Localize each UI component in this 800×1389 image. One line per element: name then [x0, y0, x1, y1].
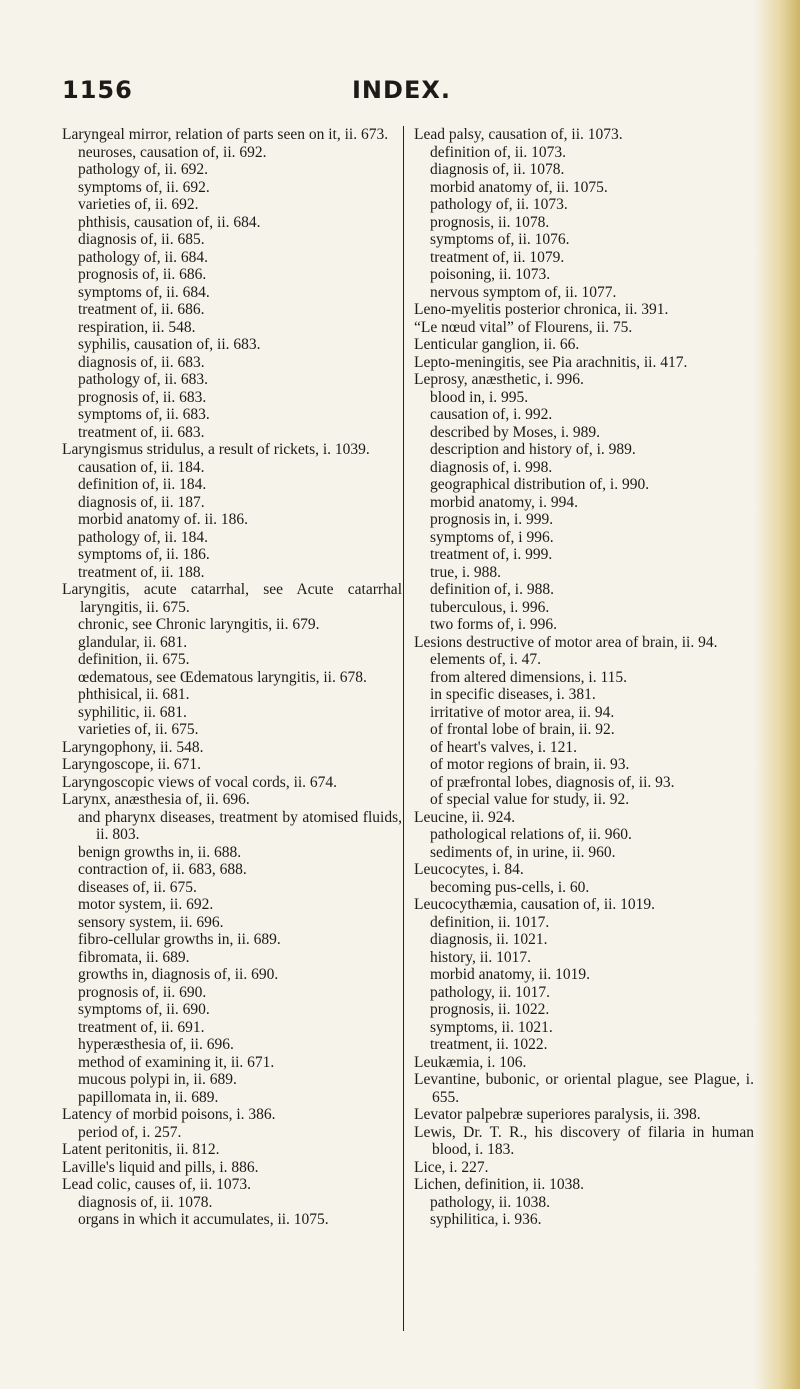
- index-subentry: pathology of, ii. 692.: [78, 161, 209, 178]
- index-subentry: definition, ii. 675.: [78, 651, 190, 668]
- index-subentry: tuberculous, i. 996.: [430, 598, 550, 616]
- index-subentry: syphilitica, i. 936.: [430, 1211, 542, 1228]
- index-column-left: [62, 126, 402, 1229]
- index-subentry: symptoms of, ii. 684.: [78, 283, 210, 301]
- index-subentry: pathology of, ii. 684.: [78, 248, 209, 266]
- index-entry: Laryngophony, ii. 548.: [62, 738, 204, 756]
- index-subentry: prognosis of, ii. 690.: [78, 983, 207, 1001]
- index-subentry: diagnosis of, ii. 187.: [78, 493, 205, 511]
- index-entry: Larynx, anæsthesia of, ii. 696.: [62, 791, 250, 808]
- index-subentry: œdematous, see Œdematous laryngitis, ii. 678.: [78, 668, 367, 686]
- index-subentry: neuroses, causation of, ii. 692.: [78, 143, 267, 161]
- index-subentry: definition of, ii. 184.: [78, 476, 207, 493]
- index-entry: Levantine, bubonic, or oriental plague, see Plague, i. 655.: [414, 1071, 754, 1106]
- index-subentry: sensory system, ii. 696.: [78, 913, 224, 931]
- index-subentry: described by Moses, i. 989.: [430, 423, 601, 441]
- index-entry: Leucocythæmia, causation of, ii. 1019.: [414, 896, 656, 913]
- index-subentry: geographical distribution of, i. 990.: [430, 476, 650, 493]
- page-header: [62, 76, 738, 106]
- index-subentry: pathology of, ii. 683.: [78, 371, 209, 388]
- index-subentry: diagnosis of, i. 998.: [430, 458, 553, 476]
- index-subentry: definition of, i. 988.: [430, 581, 554, 598]
- index-subentry: and pharynx diseases, treatment by atomised fluids, ii. 803.: [78, 808, 402, 843]
- index-subentry: period of, i. 257.: [78, 1123, 182, 1141]
- index-entry: Lead palsy, causation of, ii. 1073.: [414, 126, 623, 143]
- index-subentry: symptoms of, ii. 186.: [78, 546, 210, 563]
- index-entry: Leprosy, anæsthetic, i. 996.: [414, 371, 584, 388]
- index-subentry: pathological relations of, ii. 960.: [430, 826, 632, 843]
- page-edge-shading: [754, 0, 800, 1389]
- index-subentry: treatment of, ii. 686.: [78, 301, 205, 318]
- index-subentry: fibromata, ii. 689.: [78, 948, 190, 966]
- index-subentry: symptoms of, ii. 692.: [78, 178, 210, 196]
- index-entry: Lesions destructive of motor area of brain, ii. 94.: [414, 633, 718, 651]
- column-divider: [403, 126, 404, 1331]
- index-subentry: mucous polypi in, ii. 689.: [78, 1071, 237, 1088]
- index-subentry: pathology of, ii. 184.: [78, 528, 209, 546]
- index-entry: Lepto-meningitis, see Pia arachnitis, ii. 417.: [414, 353, 688, 371]
- index-subentry: definition of, ii. 1073.: [430, 143, 567, 161]
- index-subentry: syphilis, causation of, ii. 683.: [78, 336, 261, 353]
- index-subentry: treatment of, ii. 188.: [78, 563, 205, 581]
- index-subentry: symptoms, ii. 1021.: [430, 1018, 553, 1036]
- page-title: INDEX.: [352, 76, 451, 104]
- index-subentry: description and history of, i. 989.: [430, 441, 636, 458]
- index-subentry: pathology, ii. 1017.: [430, 983, 550, 1001]
- index-entry: Latency of morbid poisons, i. 386.: [62, 1106, 276, 1123]
- index-subentry: nervous symptom of, ii. 1077.: [430, 283, 617, 301]
- index-column-right: [414, 126, 754, 1229]
- index-entry: Laryngismus stridulus, a result of rickets, i. 1039.: [62, 441, 370, 458]
- index-subentry: syphilitic, ii. 681.: [78, 703, 187, 721]
- index-subentry: history, ii. 1017.: [430, 948, 532, 966]
- index-entry: Lenticular ganglion, ii. 66.: [414, 336, 580, 353]
- index-entry: Laryngoscope, ii. 671.: [62, 756, 202, 773]
- index-entry: Laryngoscopic views of vocal cords, ii. 674.: [62, 773, 338, 791]
- index-subentry: morbid anatomy, ii. 1019.: [430, 966, 591, 983]
- index-subentry: prognosis in, i. 999.: [430, 511, 554, 528]
- index-subentry: morbid anatomy, i. 994.: [430, 493, 578, 511]
- index-subentry: phthisis, causation of, ii. 684.: [78, 213, 261, 231]
- index-entry: Leucocytes, i. 84.: [414, 861, 524, 878]
- index-subentry: causation of, ii. 184.: [78, 458, 205, 476]
- index-subentry: symptoms of, ii. 1076.: [430, 231, 570, 248]
- index-subentry: treatment of, ii. 691.: [78, 1018, 205, 1036]
- index-subentry: of motor regions of brain, ii. 93.: [430, 756, 630, 773]
- index-subentry: poisoning, ii. 1073.: [430, 266, 551, 283]
- index-subentry: from altered dimensions, i. 115.: [430, 668, 628, 686]
- index-subentry: symptoms of, i 996.: [430, 528, 554, 546]
- index-subentry: of præfrontal lobes, diagnosis of, ii. 93.: [430, 773, 675, 791]
- index-subentry: diagnosis of, ii. 683.: [78, 353, 205, 371]
- index-entry: Lead colic, causes of, ii. 1073.: [62, 1176, 251, 1193]
- index-subentry: contraction of, ii. 683, 688.: [78, 861, 247, 878]
- index-subentry: prognosis of, ii. 683.: [78, 388, 207, 406]
- index-subentry: pathology of, ii. 1073.: [430, 196, 568, 213]
- index-subentry: of heart's valves, i. 121.: [430, 738, 577, 756]
- index-subentry: prognosis, ii. 1078.: [430, 213, 550, 231]
- index-subentry: pathology, ii. 1038.: [430, 1193, 550, 1211]
- index-subentry: growths in, diagnosis of, ii. 690.: [78, 966, 279, 983]
- index-subentry: papillomata in, ii. 689.: [78, 1088, 219, 1106]
- index-subentry: diagnosis of, ii. 1078.: [430, 161, 565, 178]
- index-subentry: definition, ii. 1017.: [430, 913, 550, 931]
- index-entry: Leucine, ii. 924.: [414, 808, 516, 826]
- index-subentry: of frontal lobe of brain, ii. 92.: [430, 721, 615, 738]
- index-subentry: varieties of, ii. 692.: [78, 196, 199, 213]
- index-subentry: causation of, i. 992.: [430, 406, 553, 423]
- index-subentry: hyperæsthesia of, ii. 696.: [78, 1036, 234, 1053]
- index-subentry: treatment of, ii. 1079.: [430, 248, 565, 266]
- index-subentry: irritative of motor area, ii. 94.: [430, 703, 615, 721]
- index-subentry: diagnosis, ii. 1021.: [430, 931, 548, 948]
- index-subentry: organs in which it accumulates, ii. 1075.: [78, 1211, 329, 1228]
- index-subentry: symptoms of, ii. 683.: [78, 406, 210, 423]
- index-entry: Lichen, definition, ii. 1038.: [414, 1176, 585, 1193]
- index-entry: Latent peritonitis, ii. 812.: [62, 1141, 220, 1158]
- index-subentry: of special value for study, ii. 92.: [430, 791, 630, 808]
- index-subentry: becoming pus-cells, i. 60.: [430, 878, 590, 896]
- index-entry: Leno-myelitis posterior chronica, ii. 391.: [414, 301, 669, 318]
- index-subentry: chronic, see Chronic laryngitis, ii. 679.: [78, 616, 320, 633]
- index-entry: Lice, i. 227.: [414, 1158, 489, 1176]
- index-subentry: diseases of, ii. 675.: [78, 878, 197, 896]
- index-subentry: varieties of, ii. 675.: [78, 721, 199, 738]
- index-subentry: sediments of, in urine, ii. 960.: [430, 843, 616, 861]
- index-subentry: treatment, ii. 1022.: [430, 1036, 548, 1053]
- index-subentry: diagnosis of, ii. 685.: [78, 231, 205, 248]
- index-subentry: diagnosis of, ii. 1078.: [78, 1193, 213, 1211]
- index-subentry: two forms of, i. 996.: [430, 616, 558, 633]
- index-subentry: treatment of, i. 999.: [430, 546, 553, 563]
- index-subentry: benign growths in, ii. 688.: [78, 843, 242, 861]
- index-subentry: prognosis, ii. 1022.: [430, 1001, 550, 1018]
- index-subentry: blood in, i. 995.: [430, 388, 529, 406]
- index-subentry: treatment of, ii. 683.: [78, 423, 205, 441]
- index-subentry: method of examining it, ii. 671.: [78, 1053, 275, 1071]
- index-subentry: respiration, ii. 548.: [78, 318, 196, 336]
- index-entry: Leukæmia, i. 106.: [414, 1053, 527, 1071]
- index-entry: Laville's liquid and pills, i. 886.: [62, 1158, 259, 1176]
- index-subentry: elements of, i. 47.: [430, 651, 542, 668]
- index-subentry: morbid anatomy of. ii. 186.: [78, 511, 249, 528]
- index-entry: Lewis, Dr. T. R., his discovery of filaria in human blood, i. 183.: [414, 1123, 754, 1158]
- index-subentry: morbid anatomy of, ii. 1075.: [430, 178, 608, 196]
- index-subentry: in specific diseases, i. 381.: [430, 686, 596, 703]
- index-subentry: motor system, ii. 692.: [78, 896, 214, 913]
- index-subentry: phthisical, ii. 681.: [78, 686, 190, 703]
- index-subentry: prognosis of, ii. 686.: [78, 266, 207, 283]
- index-entry: Laryngeal mirror, relation of parts seen on it, ii. 673.: [62, 126, 389, 143]
- index-subentry: true, i. 988.: [430, 563, 502, 581]
- page-number: 1156: [62, 76, 133, 104]
- index-entry: “Le nœud vital” of Flourens, ii. 75.: [414, 318, 633, 336]
- index-subentry: fibro-cellular growths in, ii. 689.: [78, 931, 281, 948]
- index-subentry: glandular, ii. 681.: [78, 633, 188, 651]
- index-entry: Levator palpebræ superiores paralysis, ii. 398.: [414, 1106, 701, 1123]
- index-subentry: symptoms of, ii. 690.: [78, 1001, 210, 1018]
- index-entry: Laryngitis, acute catarrhal, see Acute catarrhal laryngitis, ii. 675.: [62, 581, 402, 616]
